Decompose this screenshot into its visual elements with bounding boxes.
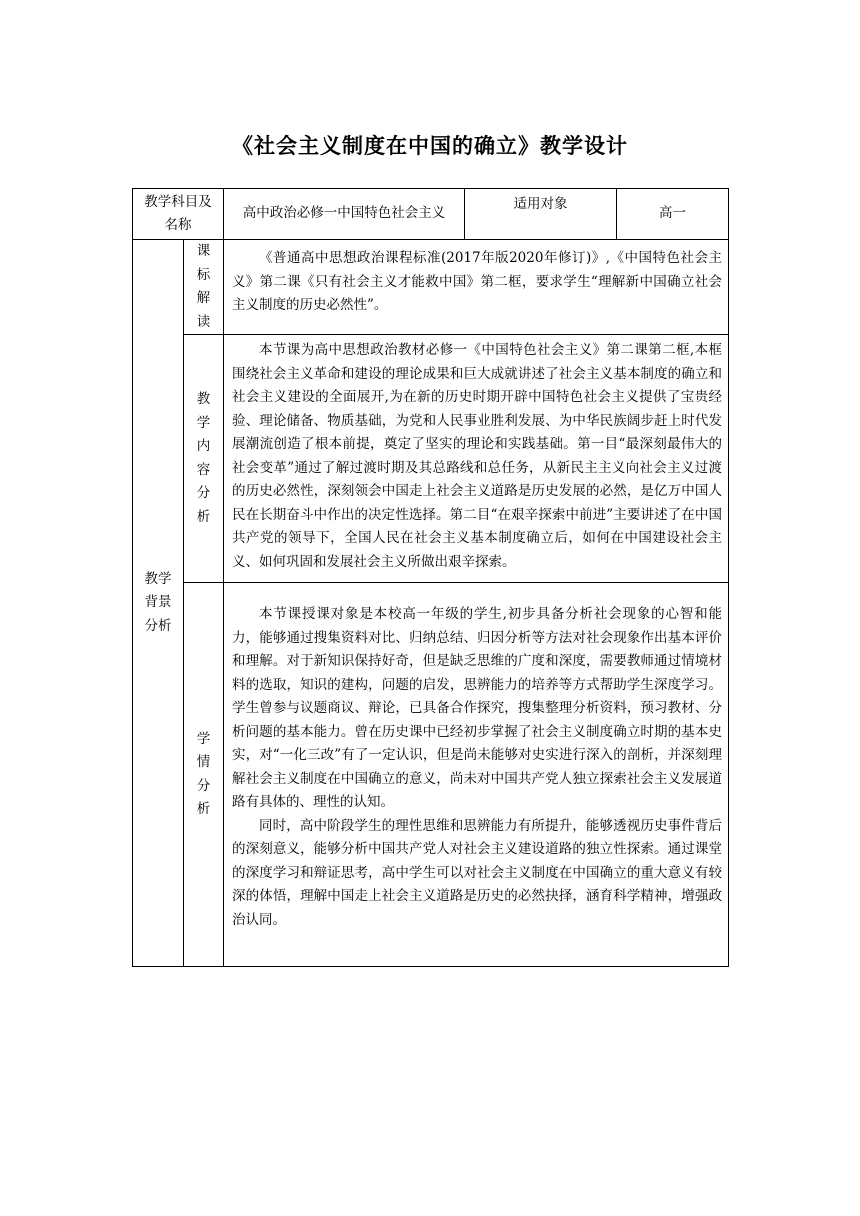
section-row-content	[133, 335, 729, 583]
section-row-learner	[133, 583, 729, 967]
audience-label-cell	[465, 189, 617, 240]
content-label: 教学内容分析	[196, 391, 211, 525]
content-text-cell	[224, 335, 729, 583]
page-title: 《社会主义制度在中国的确立》教学设计	[232, 133, 628, 158]
subject-label: 教学科目及名称	[144, 193, 212, 233]
header-row	[133, 189, 729, 240]
background-label-cell	[133, 240, 184, 967]
subject-value-cell	[224, 189, 465, 240]
teaching-design-table	[132, 188, 729, 967]
curriculum-text-cell	[224, 240, 729, 335]
subject-label-cell	[133, 189, 224, 240]
learner-label-cell	[184, 583, 224, 967]
learner-paragraph-2: 同时，高中阶段学生的理性思维和思辨能力有所提升，能够透视历史事件背后的深刻意义，能够分析中国共产党人对社会主义建设道路的独立性探索。通过课堂的深度学习和辩证思考，高中学生可以对社会主义制度在中国确立的重大意义有较深的体悟，理解中国走上社会主义道路是历史的必然抉择，涵育科学精神，增强政治认同。	[232, 817, 722, 928]
audience-label: 适用对象	[513, 196, 568, 212]
learner-paragraph-1: 本节课授课对象是本校高一年级的学生,初步具备分析社会现象的心智和能力，能够通过搜集资料对比、归纳总结、归因分析等方法对社会现象作出基本评价和理解。对于新知识保持好奇，但是缺乏思维的广度和深度，需要教师通过情境材料的选取，知识的建构，问题的启发，思辨能力的培养等方式帮助学生深度学习。学生曾参与议题商议、辩论，已具备合作探究，搜集整理分析资料，预习教材、分析问题的基本能力。曾在历史课中已经初步掌握了社会主义制度确立时期的基本史实，对“一化三改”有了一定认识，但是尚未能够对史实进行深入的剖析，并深刻理解社会主义制度在中国确立的意义，尚未对中国共产党人独立探索社会主义发展道路有具体的、理性的认知。	[232, 606, 722, 810]
curriculum-label-cell	[184, 240, 224, 335]
section-row-curriculum	[133, 240, 729, 335]
content-label-cell	[184, 335, 224, 583]
audience-value: 高一	[659, 205, 686, 222]
learner-text-cell	[224, 583, 729, 967]
content-paragraph: 本节课为高中思想政治教材必修一《中国特色社会主义》第二课第二框,本框围绕社会主义革命和建设的理论成果和巨大成就讲述了社会主义基本制度的确立和社会主义建设的全面展开,为在新的历史时期开辟中国特色社会主义提供了宝贵经验、理论储备、物质基础，为党和人民事业胜利发展、为中华民族阔步赶上时代发展潮流创造了根本前提，奠定了坚实的理论和实践基础。第一目“最深刻最伟大的社会变革”通过了解过渡时期及其总路线和总任务，从新民主主义向社会主义过渡的历史必然性，深刻领会中国走上社会主义道路是历史发展的必然，是亿万中国人民在长期奋斗中作出的决定性选择。第二目“在艰辛探索中前进”主要讲述了在中国共产党的领导下，全国人民在社会主义基本制度确立后，如何在中国建设社会主义、如何巩固和发展社会主义所做出艰辛探索。	[232, 342, 722, 570]
learner-label: 学情分析	[196, 730, 211, 817]
background-label: 教学背景分析	[144, 570, 172, 634]
curriculum-label: 课标解读	[196, 243, 211, 330]
curriculum-paragraph: 《普通高中思想政治课程标准(2017年版2020年修订)》,《中国特色社会主义》第二课《只有社会主义才能救中国》第二框，要求学生“理解新中国确立社会主义制度的历史必然性”。	[232, 250, 722, 313]
subject-value: 高中政治必修一中国特色社会主义	[242, 205, 446, 222]
audience-value-cell	[617, 189, 729, 240]
